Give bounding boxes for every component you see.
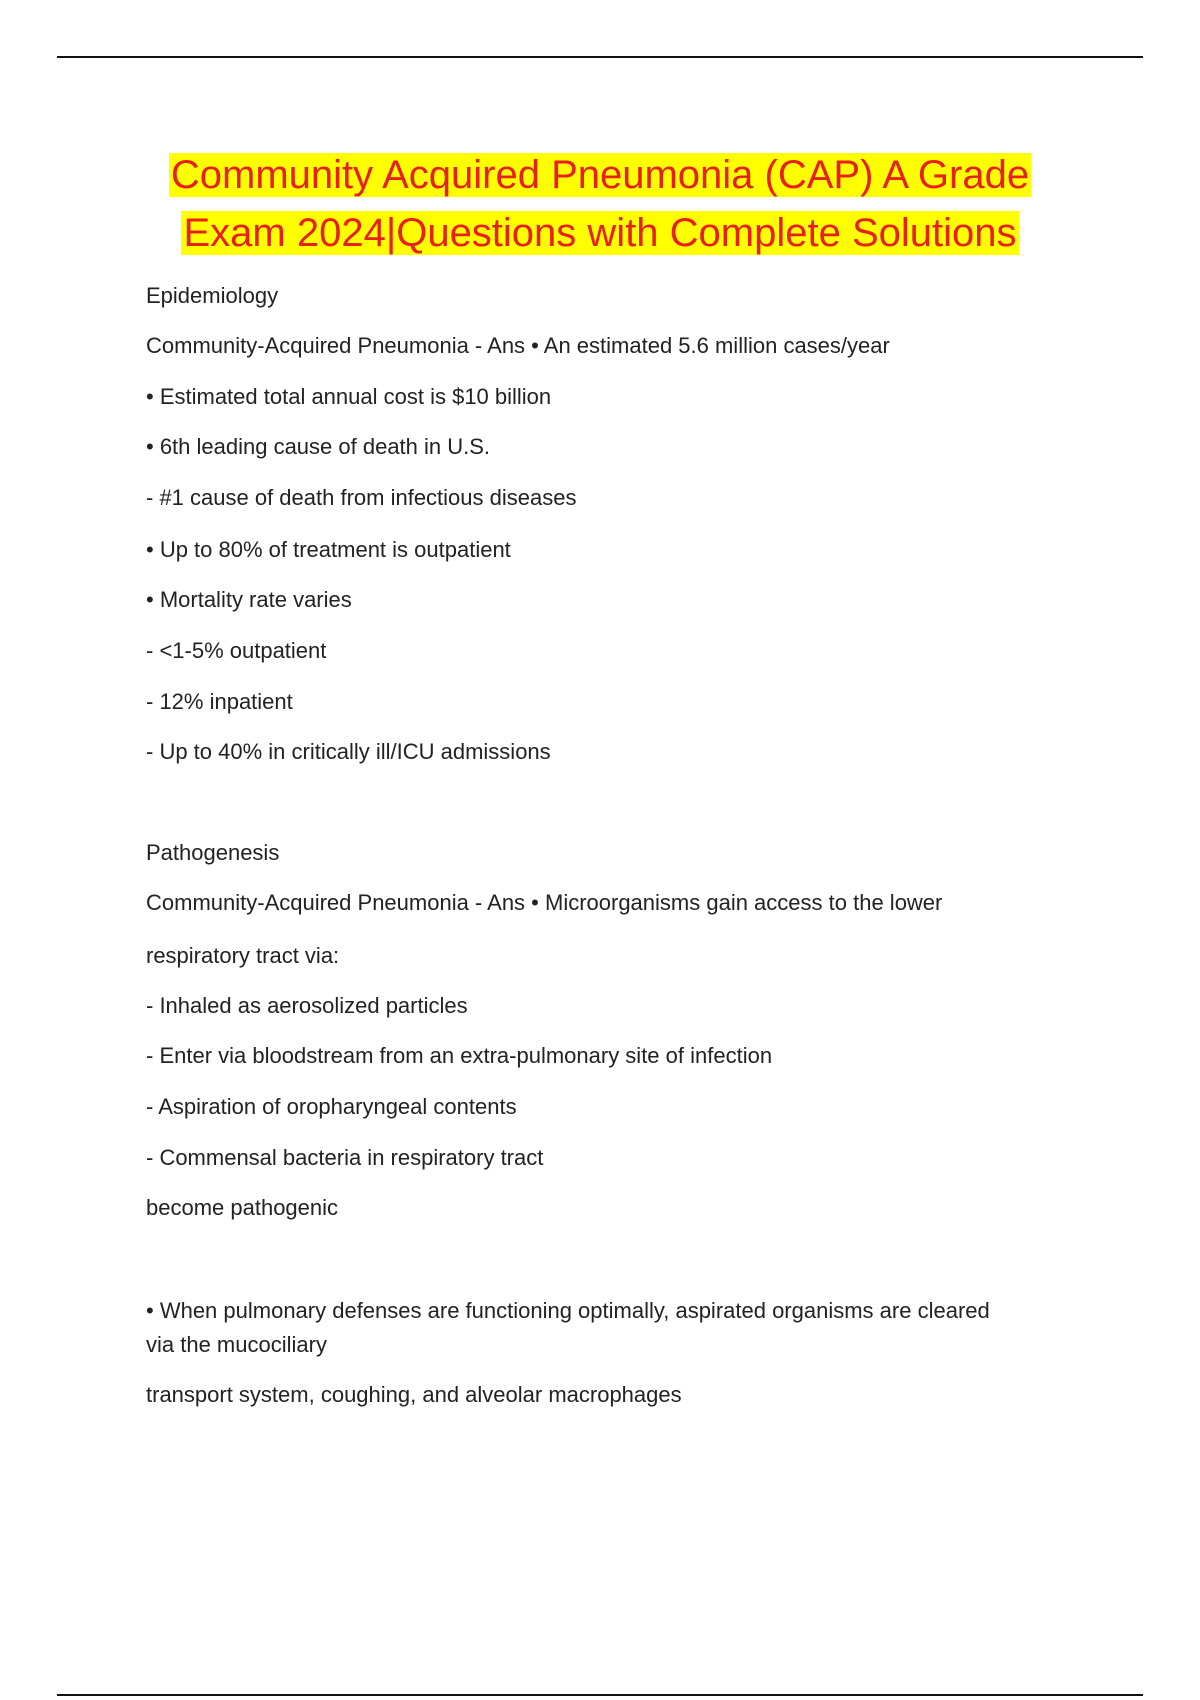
paragraph-line: • When pulmonary defenses are functioning optimally, aspirated organisms are cleared	[146, 1298, 990, 1323]
section-heading-pathogenesis: Pathogenesis	[146, 840, 280, 865]
paragraph-line: transport system, coughing, and alveolar macrophages	[146, 1382, 682, 1407]
body-line: Community-Acquired Pneumonia - Ans • An estimated 5.6 million cases/year	[146, 333, 890, 358]
body-line: • Mortality rate varies	[146, 587, 352, 612]
section-heading-epidemiology: Epidemiology	[146, 283, 279, 308]
header-rule	[57, 56, 1143, 58]
body-line: become pathogenic	[146, 1195, 339, 1220]
body-line: - <1-5% outpatient	[146, 638, 327, 663]
body-line: - Up to 40% in critically ill/ICU admissions	[146, 739, 551, 764]
title-line-1: Community Acquired Pneumonia (CAP) A Grade	[170, 153, 1030, 197]
body-line: - Enter via bloodstream from an extra-pulmonary site of infection	[146, 1043, 773, 1068]
body-line: - Inhaled as aerosolized particles	[146, 993, 468, 1018]
body-line: • Up to 80% of treatment is outpatient	[146, 537, 511, 562]
body-line: - Commensal bacteria in respiratory tract	[146, 1145, 544, 1170]
document-title	[100, 146, 1100, 262]
body-line: - 12% inpatient	[146, 689, 293, 714]
title-line-2: Exam 2024|Questions with Complete Solutions	[183, 211, 1017, 255]
body-line: • 6th leading cause of death in U.S.	[146, 434, 491, 459]
body-line: - Aspiration of oropharyngeal contents	[146, 1094, 517, 1119]
body-line: Community-Acquired Pneumonia - Ans • Microorganisms gain access to the lower	[146, 890, 943, 915]
body-line: respiratory tract via:	[146, 943, 340, 968]
paragraph-line: via the mucociliary	[146, 1332, 327, 1357]
body-line: - #1 cause of death from infectious diseases	[146, 485, 577, 510]
footer-rule	[57, 1694, 1143, 1696]
body-line: • Estimated total annual cost is $10 billion	[146, 384, 552, 409]
